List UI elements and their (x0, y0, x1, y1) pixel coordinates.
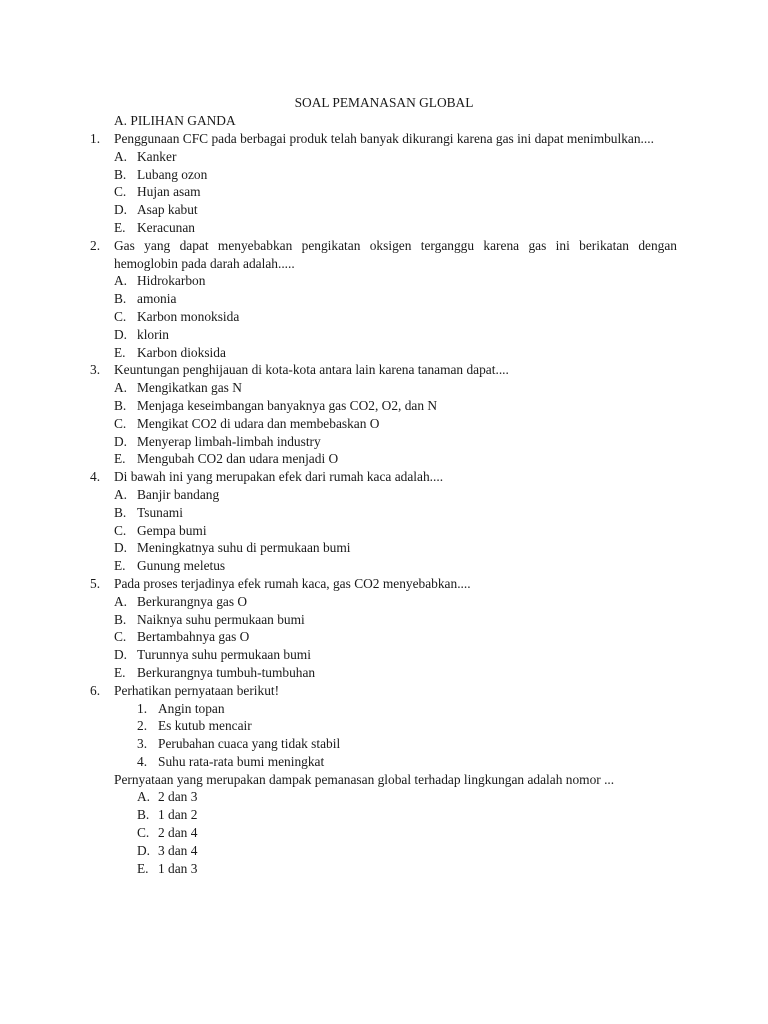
answer-option (0, 344, 768, 362)
answer-option (0, 272, 768, 290)
question-item (0, 361, 768, 379)
option-letter: D. (114, 202, 128, 218)
question-number: 6. (90, 682, 101, 698)
question-item (0, 575, 768, 593)
answer-option (0, 539, 768, 557)
option-text: Menyerap limbah-limbah industry (137, 433, 321, 449)
option-letter: C. (114, 629, 127, 645)
option-letter: C. (114, 184, 127, 200)
answer-option (0, 593, 768, 611)
option-letter: E. (114, 451, 126, 467)
question-number: 2. (90, 237, 101, 253)
question-item (0, 682, 768, 700)
option-letter: C. (137, 825, 150, 841)
option-letter: E. (114, 219, 126, 235)
question-followup: Pernyataan yang merupakan dampak pemanasan global terhadap lingkungan adalah nomor ... (114, 771, 615, 787)
option-text: Gunung meletus (137, 558, 226, 574)
page-title: SOAL PEMANASAN GLOBAL (294, 95, 474, 110)
answer-option (0, 183, 768, 201)
option-letter: D. (137, 842, 151, 858)
answer-option (0, 504, 768, 522)
question-item (0, 468, 768, 486)
option-letter: B. (137, 807, 150, 823)
statement-text: Es kutub mencair (158, 718, 252, 734)
option-letter: A. (137, 789, 151, 805)
answer-option (0, 219, 768, 237)
option-text: Karbon monoksida (137, 308, 240, 324)
option-text: Mengikatkan gas N (137, 380, 242, 396)
option-letter: C. (114, 522, 127, 538)
option-text: Berkurangnya gas O (137, 593, 248, 609)
option-text: Menjaga keseimbangan banyaknya gas CO2, O2, dan N (137, 397, 438, 413)
option-text: Mengikat CO2 di udara dan membebaskan O (137, 415, 380, 431)
answer-option (0, 450, 768, 468)
option-text: Meningkatnya suhu di permukaan bumi (137, 540, 351, 556)
answer-option (0, 397, 768, 415)
option-text: Karbon dioksida (137, 344, 226, 360)
question-text: Di bawah ini yang merupakan efek dari rumah kaca adalah.... (114, 469, 444, 485)
option-text: 1 dan 2 (158, 807, 198, 823)
question-list (0, 130, 768, 877)
option-text: Tsunami (137, 504, 183, 520)
option-letter: C. (114, 308, 127, 324)
statement-text: Angin topan (158, 700, 225, 716)
question-number: 5. (90, 575, 101, 591)
option-letter: B. (114, 166, 127, 182)
option-letter: B. (114, 504, 127, 520)
answer-option (0, 806, 768, 824)
answer-option (0, 557, 768, 575)
answer-option (0, 646, 768, 664)
option-letter: D. (114, 540, 128, 556)
statement-number: 2. (137, 718, 148, 734)
option-text: Turunnya suhu permukaan bumi (137, 647, 311, 663)
answer-option (0, 842, 768, 860)
option-letter: A. (114, 148, 128, 164)
answer-option (0, 290, 768, 308)
question-text: Penggunaan CFC pada berbagai produk telah banyak dikurangi karena gas ini dapat menimbulkan.... (114, 131, 654, 146)
statement-item (0, 717, 768, 735)
answer-option (0, 611, 768, 629)
question-text: Gas yang dapat menyebabkan pengikatan oksigen terganggu karena gas ini berikatan dengan hemoglobin pada darah adalah..... (114, 237, 677, 271)
option-letter: D. (114, 326, 128, 342)
answer-option (0, 166, 768, 184)
answer-option (0, 148, 768, 166)
option-text: 2 dan 3 (158, 789, 198, 805)
option-text: amonia (137, 291, 177, 307)
question-text: Perhatikan pernyataan berikut! (114, 682, 280, 698)
option-text: Hidrokarbon (137, 273, 206, 289)
option-letter: A. (114, 486, 128, 502)
option-letter: A. (114, 380, 128, 396)
option-text: Gempa bumi (137, 522, 207, 538)
question-text: Pada proses terjadinya efek rumah kaca, gas CO2 menyebabkan.... (114, 575, 471, 591)
question-number: 3. (90, 362, 101, 378)
answer-option (0, 860, 768, 878)
question-text: Keuntungan penghijauan di kota-kota antara lain karena tanaman dapat.... (114, 362, 509, 378)
option-text: Keracunan (137, 219, 195, 235)
option-letter: D. (114, 433, 128, 449)
statement-item (0, 753, 768, 771)
answer-option (0, 415, 768, 433)
option-letter: B. (114, 291, 127, 307)
answer-option (0, 379, 768, 397)
question-number: 1. (90, 131, 101, 146)
option-letter: E. (114, 664, 126, 680)
option-letter: E. (137, 860, 149, 876)
question-item (0, 130, 768, 148)
answer-option (0, 433, 768, 451)
statement-number: 4. (137, 753, 148, 769)
option-letter: D. (114, 647, 128, 663)
question-item (0, 237, 768, 273)
question-number: 4. (90, 469, 101, 485)
statement-number: 1. (137, 700, 148, 716)
statement-text: Perubahan cuaca yang tidak stabil (158, 736, 341, 752)
option-letter: E. (114, 558, 126, 574)
section-heading: A. PILIHAN GANDA (114, 113, 236, 128)
answer-option (0, 308, 768, 326)
option-letter: E. (114, 344, 126, 360)
option-text: 3 dan 4 (158, 842, 198, 858)
option-text: 2 dan 4 (158, 825, 198, 841)
option-letter: A. (114, 593, 128, 609)
option-letter: C. (114, 415, 127, 431)
answer-option (0, 788, 768, 806)
option-text: Asap kabut (137, 202, 198, 218)
option-text: Lubang ozon (137, 166, 208, 182)
option-text: Berkurangnya tumbuh-tumbuhan (137, 664, 316, 680)
answer-option (0, 522, 768, 540)
answer-option (0, 664, 768, 682)
option-letter: B. (114, 397, 127, 413)
option-text: Banjir bandang (137, 486, 220, 502)
option-letter: B. (114, 611, 127, 627)
statement-item (0, 700, 768, 718)
option-text: Hujan asam (137, 184, 201, 200)
answer-option (0, 326, 768, 344)
option-text: Naiknya suhu permukaan bumi (137, 611, 305, 627)
statement-item (0, 735, 768, 753)
answer-option (0, 824, 768, 842)
answer-option (0, 201, 768, 219)
option-text: klorin (137, 326, 169, 342)
answer-option (0, 486, 768, 504)
option-text: 1 dan 3 (158, 860, 198, 876)
statement-number: 3. (137, 736, 148, 752)
answer-option (0, 628, 768, 646)
option-letter: A. (114, 273, 128, 289)
statement-text: Suhu rata-rata bumi meningkat (158, 753, 325, 769)
option-text: Bertambahnya gas O (137, 629, 250, 645)
option-text: Kanker (137, 148, 177, 164)
option-text: Mengubah CO2 dan udara menjadi O (137, 451, 339, 467)
